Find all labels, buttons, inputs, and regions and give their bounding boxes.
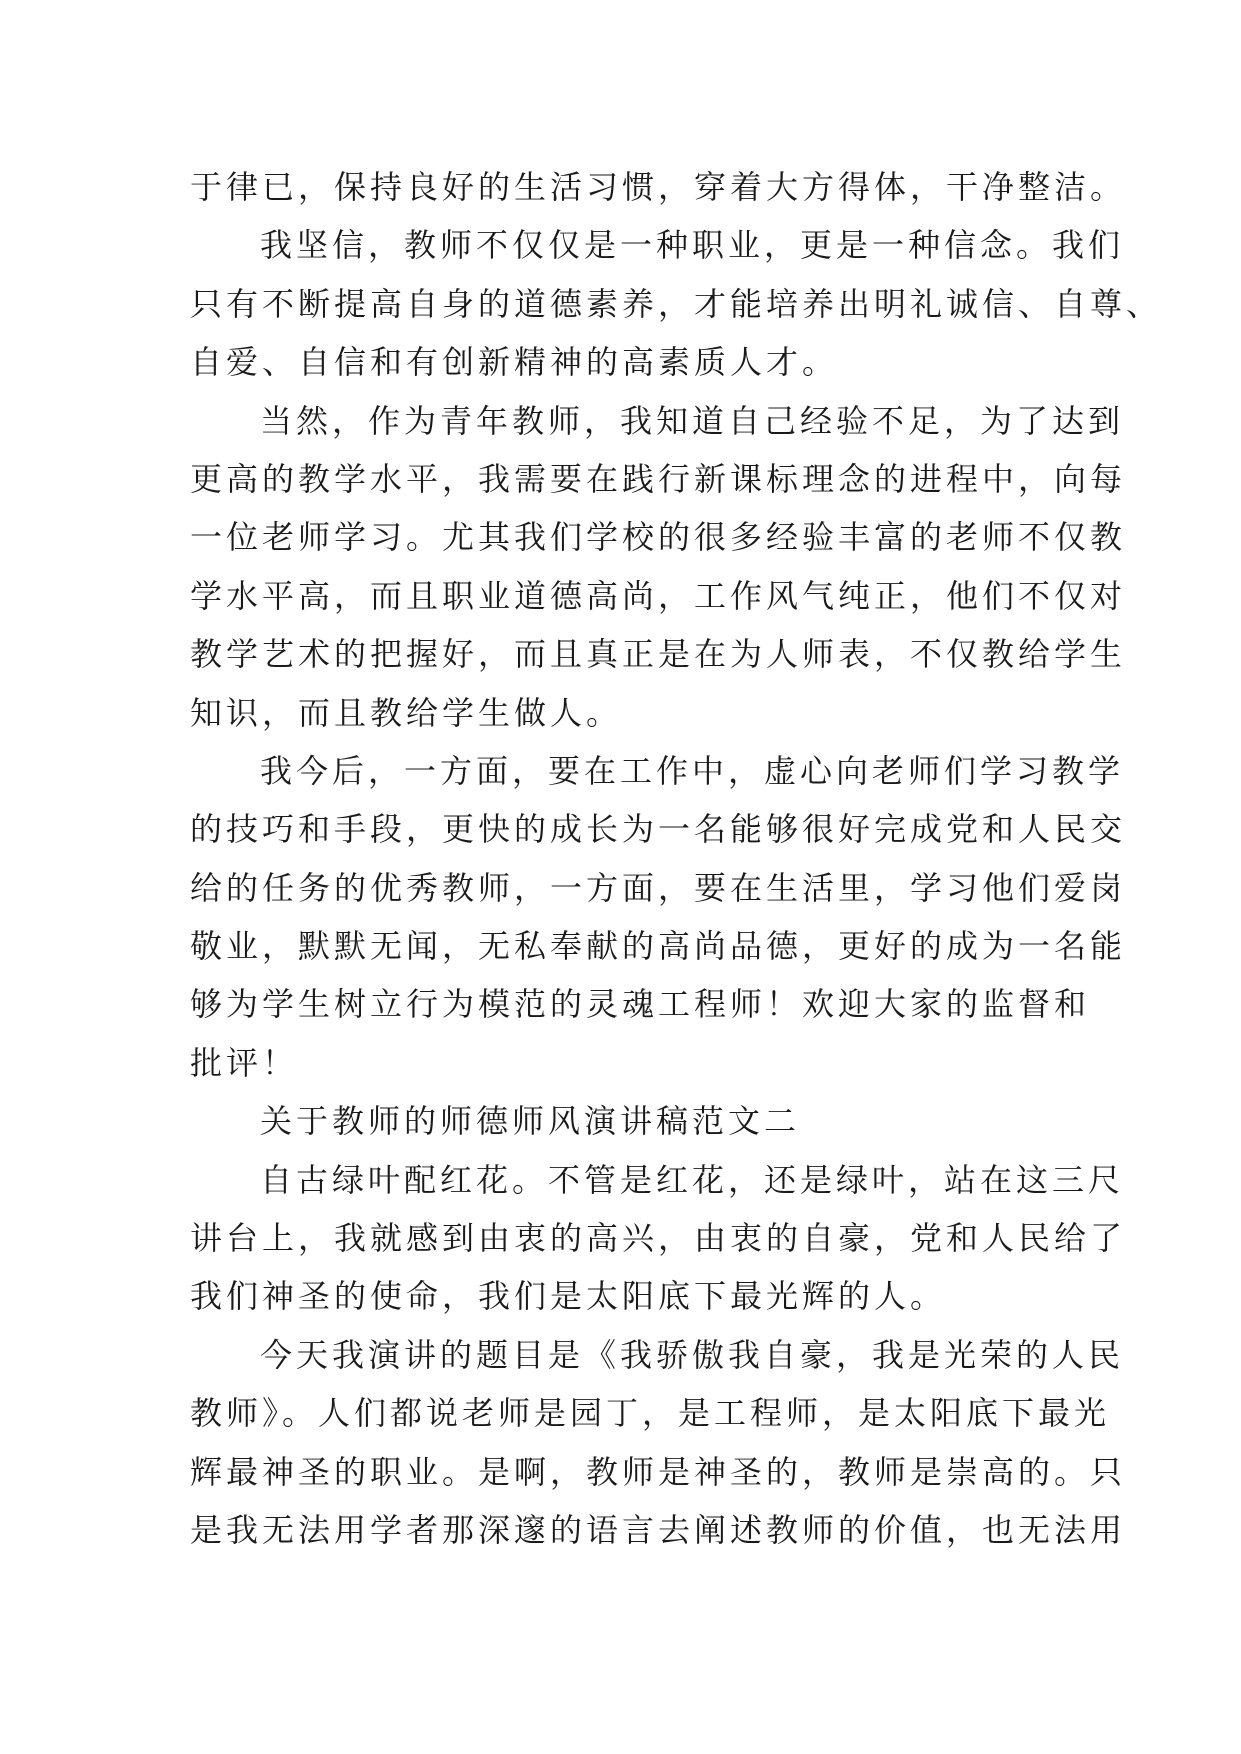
text-line: 敬业，默默无闻，无私奉献的高尚品德，更好的成为一名能 (190, 927, 1127, 966)
text-line: 更高的教学水平，我需要在践行新课标理念的进程中，向每 (190, 459, 1127, 498)
text-line: 自古绿叶配红花。不管是红花，还是绿叶，站在这三尺 (260, 1160, 1125, 1199)
text-line: 教师》。人们都说老师是园丁，是工程师，是太阳底下最光 (190, 1394, 1111, 1433)
text-line: 一位老师学习。尤其我们学校的很多经验丰富的老师不仅教 (190, 518, 1127, 557)
text-line: 我们神圣的使命，我们是太阳底下最光辉的人。 (190, 1277, 947, 1316)
text-line: 只有不断提高自身的道德素养，才能培养出明礼诚信、自尊、 (190, 284, 1163, 323)
document-body (190, 158, 1163, 1559)
text-line: 给的任务的优秀教师，一方面，要在生活里，学习他们爱岗 (190, 868, 1127, 907)
text-line: 教学艺术的把握好，而且真正是在为人师表，不仅教给学生 (190, 635, 1127, 674)
text-line: 学水平高，而且职业道德高尚，工作风气纯正，他们不仅对 (190, 576, 1127, 615)
text-line: 辉最神圣的职业。是啊，教师是神圣的，教师是崇高的。只 (190, 1452, 1127, 1491)
text-line: 是我无法用学者那深邃的语言去阐述教师的价值，也无法用 (190, 1510, 1127, 1549)
text-line: 的技巧和手段，更快的成长为一名能够很好完成党和人民交 (190, 810, 1127, 849)
text-line: 讲台上，我就感到由衷的高兴，由衷的自豪，党和人民给了 (190, 1219, 1127, 1258)
text-line: 我今后，一方面，要在工作中，虚心向老师们学习教学 (260, 751, 1125, 790)
text-line: 我坚信，教师不仅仅是一种职业，更是一种信念。我们 (260, 226, 1125, 265)
text-line: 够为学生树立行为模范的灵魂工程师！欢迎大家的监督和 (190, 985, 1091, 1024)
text-line: 批评！ (190, 1043, 299, 1082)
text-line: 自爱、自信和有创新精神的高素质人才。 (190, 343, 839, 382)
text-line: 今天我演讲的题目是《我骄傲我自豪，我是光荣的人民 (260, 1335, 1125, 1374)
text-line: 知识，而且教给学生做人。 (190, 693, 623, 732)
text-line: 于律已，保持良好的生活习惯，穿着大方得体，干净整洁。 (190, 168, 1127, 206)
text-line: 当然，作为青年教师，我知道自己经验不足，为了达到 (260, 401, 1125, 440)
text-line: 关于教师的师德师风演讲稿范文二 (260, 1102, 801, 1141)
